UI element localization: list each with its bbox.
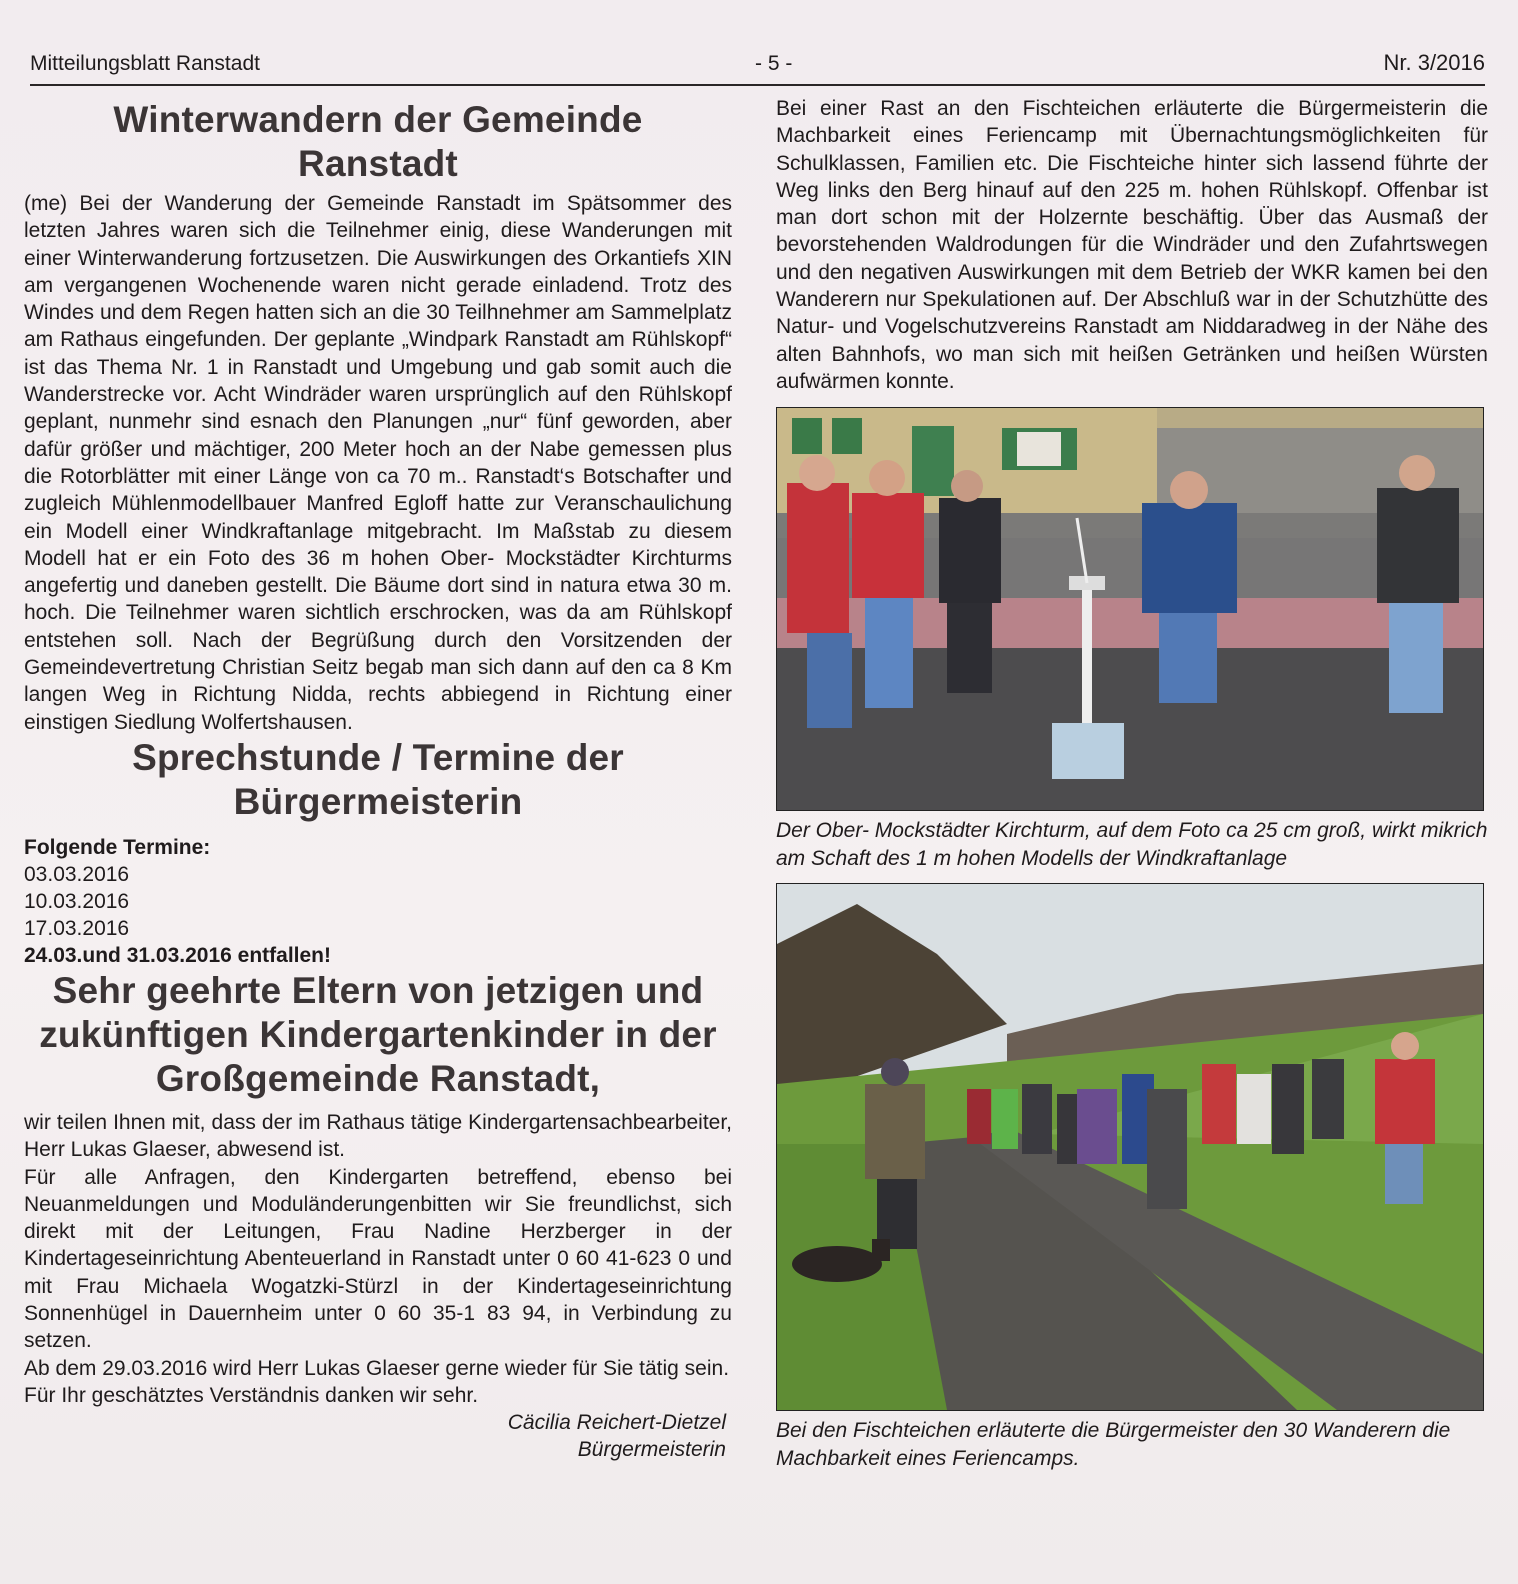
letter-paragraph: wir teilen Ihnen mit, dass der im Rathaus tätige Kindergartensachbearbeiter, Herr Lukas Glaeser, abwesend ist. <box>24 1110 732 1162</box>
right-column <box>776 95 1488 1473</box>
photo2-caption: Bei den Fischteichen erläuterte die Bürgermeister den 30 Wanderern die Machbarkeit eines Feriencamps. <box>776 1419 1451 1471</box>
photo-wind-turbine-model <box>776 407 1484 811</box>
appointments-label: Folgende Termine: <box>24 835 211 859</box>
photo-hikers-group-image <box>777 884 1483 1410</box>
letter-paragraph: Für alle Anfragen, den Kindergarten betreffend, ebenso bei Neuanmeldungen und Moduländerungenbitten wir Sie freundlichst, sich direkt mit der Leitungen, Frau Nadine Herzberger in der Kindertageseinrichtung Abenteuerland in Ranstadt unter 0 60 41-623 0 und mit Frau Michaela Wogatzki-Stürzl in der Kindertageseinrichtung Sonnenhügel in Dauernheim unter 0 60 35-1 83 94, in Verbindung zu setzen. <box>24 1165 732 1353</box>
appointment-date: 03.03.2016 <box>24 862 130 886</box>
appointment-date: 10.03.2016 <box>24 889 130 913</box>
article2-title: Sprechstunde / Termine der Bürgermeisterin <box>132 736 624 822</box>
article1-text: (me) Bei der Wanderung der Gemeinde Ranstadt im Spätsommer des letzten Jahres waren sich die Teilnehmer einig, diese Wanderungen mit einer Winterwanderung fortzusetzen. Die Auswirkungen des Orkantiefs XIN am vergangenen Wochenende waren nicht gerade einladend. Trotz des Windes und dem Regen hatten sich an die 30 Teilhnehmer am Sammelplatz am Rathaus eingefunden. Der geplante „Windpark Ranstadt am Rühlskopf“ ist das Thema Nr. 1 in Ranstadt und Umgebung und gab somit auch die Wanderstrecke vor. Acht Windräder waren ursprünglich auf den Rühlskopf geplant, nunmehr sind esnach den Planungen „nur“ fünf geworden, aber dafür größer und mächtiger, 200 Meter hoch an der Nabe gemessen plus die Rotorblätter mit einer Länge von ca 70 m.. Ranstadt‘s Botschafter und zugleich Mühlenmodellbauer Manfred Egloff hatte zur Veranschaulichung ein Modell einer Windkraftanlage mitgebracht. Im Maßstab zu diesem Modell hat er ein Foto des 36 m hohen Ober- Mockstädter Kirchturms angefertig und daneben gestellt. Die Bäume dort sind in natura etwa 30 m. hoch. Die Teilnehmer waren sichtlich erschrocken, was da am Rühlskopf entstehen soll. Nach der Begrüßung durch den Vorsitzenden der Gemeindevertretung Christian Seitz begab man sich dann auf den ca 8 Km langen Weg in Richtung Nidda, rechts abbiegend in Richtung einer einstigen Siedlung Wolfertshausen. <box>24 192 732 734</box>
left-column <box>24 98 732 1463</box>
signature-name: Cäcilia Reichert-Dietzel <box>507 1411 726 1435</box>
appointments-cancelled: 24.03.und 31.03.2016 entfallen! <box>24 943 331 967</box>
page-number: - 5 - <box>755 52 793 75</box>
photo-hikers-group <box>776 883 1484 1411</box>
issue-number: Nr. 3/2016 <box>1383 50 1485 75</box>
article1-title: Winterwandern der Gemeinde Ranstadt <box>113 99 643 184</box>
publication-name: Mitteilungsblatt Ranstadt <box>30 52 260 75</box>
letter-paragraph: Für Ihr geschätztes Verständnis danken wir sehr. <box>24 1383 479 1407</box>
appointment-date: 17.03.2016 <box>24 916 130 940</box>
letter-paragraph: Ab dem 29.03.2016 wird Herr Lukas Glaeser gerne wieder für Sie tätig sein. <box>24 1356 730 1380</box>
appointments-list <box>24 834 732 969</box>
page-header <box>30 48 1485 86</box>
letter-body <box>24 1109 732 1463</box>
photo-wind-turbine-model-image <box>777 408 1483 810</box>
article3-title: Sehr geehrte Eltern von jetzigen und zukünftigen Kindergartenkinder in der Großgemeinde Ranstadt, <box>39 969 717 1099</box>
article1-continuation: Bei einer Rast an den Fischteichen erläuterte die Bürgermeisterin die Machbarkeit eines Feriencamp mit Übernachtungsmöglichkeiten für Schulklassen, Familien etc. Die Fischteiche hinter sich lassend führte der Weg links den Berg hinauf auf den 225 m. hohen Rühlskopf. Offenbar ist man dort schon mit der Holzernte beschäftig. Über das Ausmaß der bevorstehenden Waldrodungen für die Windräder und den Zufahrtswegen und den negativen Auswirkungen mit dem Betrieb der WKR kamen bei den Wanderern nur Spekulationen auf. Der Abschluß war in der Schutzhütte des Natur- und Vogelschutzvereins Ranstadt am Niddaradweg in der Nähe des alten Bahnhofs, wo man sich mit heißen Getränken und heißen Würsten aufwärmen konnte. <box>776 97 1488 393</box>
photo1-caption: Der Ober- Mockstädter Kirchturm, auf dem Foto ca 25 cm groß, wirkt mikrich am Schaft des 1 m hohen Modells der Windkraftanlage <box>776 819 1488 871</box>
signature-role: Bürgermeisterin <box>577 1438 726 1462</box>
